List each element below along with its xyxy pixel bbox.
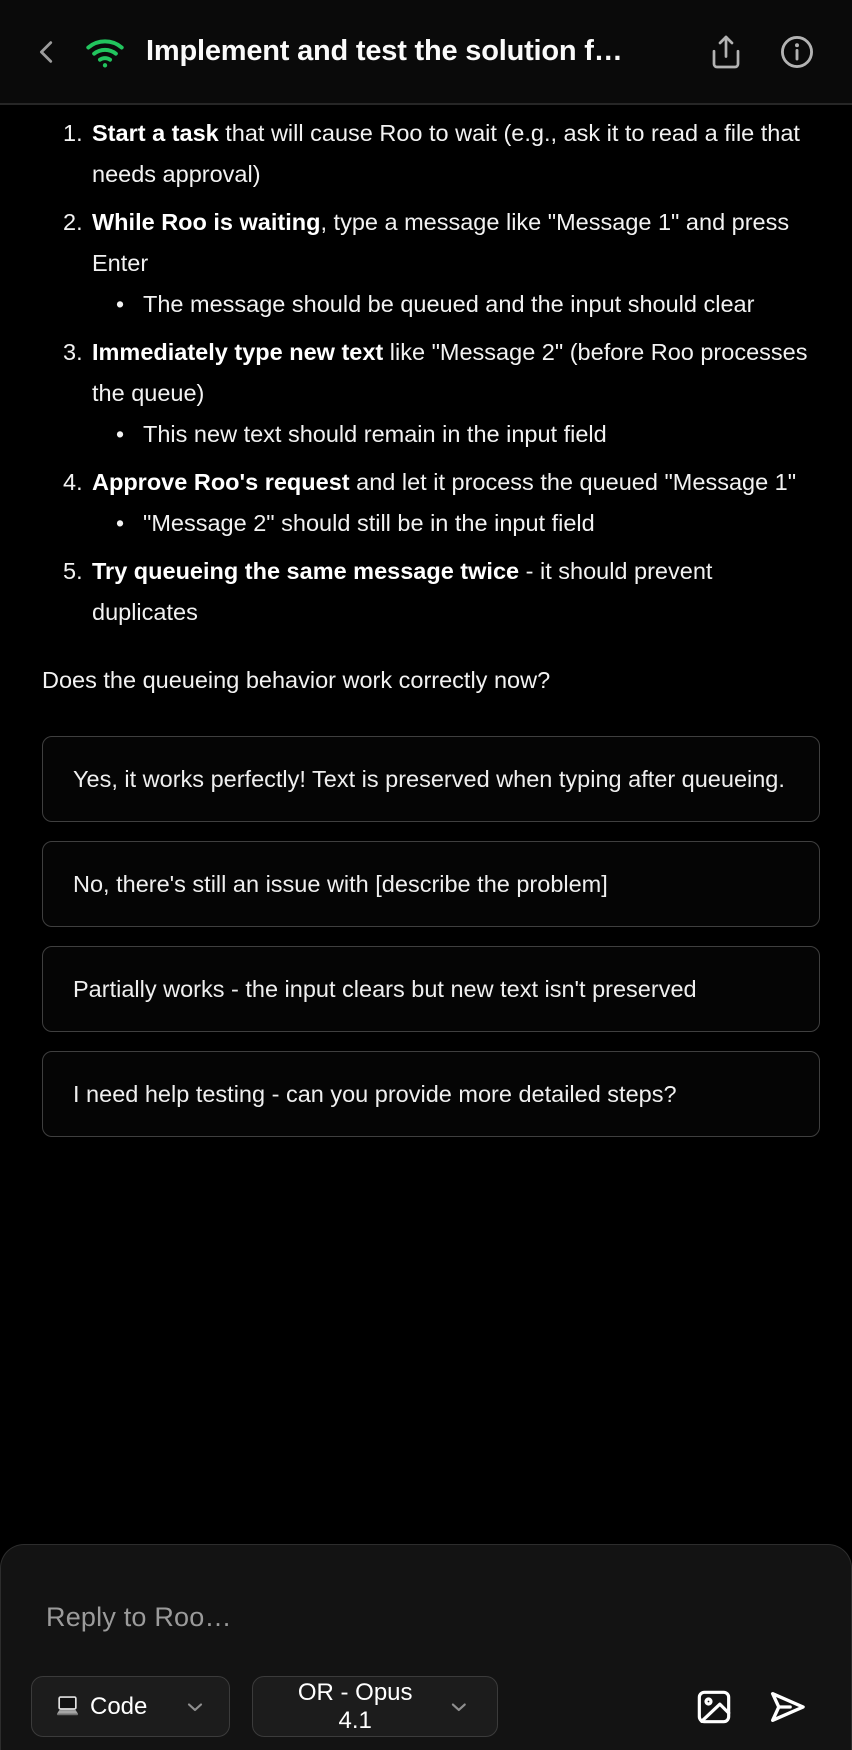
image-icon — [694, 1687, 734, 1727]
list-item-rest: and let it process the queued "Message 1" — [349, 469, 797, 495]
back-button[interactable] — [30, 35, 64, 69]
list-item-rest: - it should prevent duplicates — [92, 558, 713, 625]
wifi-icon — [83, 32, 127, 72]
chevron-down-icon — [447, 1695, 471, 1719]
header-bar — [0, 0, 852, 105]
list-item-text — [92, 113, 820, 195]
send-button[interactable] — [763, 1683, 811, 1731]
list-item-text — [92, 202, 820, 325]
suggestion-button[interactable]: Yes, it works perfectly! Text is preserved when typing after queueing. — [42, 736, 820, 822]
list-item-text — [92, 332, 820, 455]
mode-selector-label: Code — [90, 1692, 148, 1720]
bullet-icon — [116, 414, 143, 455]
list-item-bold: Start a task — [92, 120, 219, 146]
info-button[interactable] — [776, 31, 818, 73]
sub-list-item — [92, 284, 820, 325]
share-button[interactable] — [706, 30, 746, 74]
list-item-rest: like "Message 2" (before Roo processes the queue) — [92, 339, 808, 406]
chevron-left-icon — [32, 37, 62, 67]
list-item — [42, 202, 820, 325]
list-item-rest: , type a message like "Message 1" and press Enter — [92, 209, 790, 276]
mode-selector[interactable] — [31, 1676, 230, 1737]
attach-image-button[interactable] — [691, 1684, 737, 1730]
list-item-bold: Immediately type new text — [92, 339, 384, 365]
suggestion-button[interactable]: Partially works - the input clears but new text isn't preserved — [42, 946, 820, 1032]
share-icon — [708, 32, 744, 72]
list-marker: 3. — [63, 339, 83, 365]
list-item — [42, 462, 820, 544]
chat-scroll-area[interactable] — [0, 107, 852, 1544]
list-item-text — [92, 462, 820, 544]
suggestion-button[interactable]: No, there's still an issue with [describe the problem] — [42, 841, 820, 927]
composer-panel — [0, 1544, 852, 1750]
sub-list-item-text: The message should be queued and the input should clear — [143, 291, 755, 317]
model-selector-label: OR - Opus 4.1 — [297, 1678, 413, 1734]
list-marker: 5. — [63, 558, 83, 584]
sub-list-item-text: This new text should remain in the input field — [143, 421, 607, 447]
reply-input[interactable]: Reply to Roo… — [46, 1602, 232, 1632]
list-marker: 4. — [63, 469, 83, 495]
mode-selector-content — [54, 1693, 147, 1721]
list-marker: 2. — [63, 209, 83, 235]
list-marker: 1. — [63, 120, 83, 146]
bullet-icon — [116, 503, 143, 544]
sub-list-item — [92, 414, 820, 455]
list-item — [42, 332, 820, 455]
suggestion-list — [42, 736, 820, 1137]
sub-list-item — [92, 503, 820, 544]
question-text: Does the queueing behavior work correctly now? — [42, 667, 551, 693]
list-item — [42, 113, 820, 195]
connection-status — [82, 31, 128, 73]
suggestion-button[interactable]: I need help testing - can you provide more detailed steps? — [42, 1051, 820, 1137]
laptop-icon — [54, 1693, 81, 1720]
composer-toolbar — [31, 1676, 811, 1737]
list-item-bold: Approve Roo's request — [92, 469, 350, 495]
list-item-rest: that will cause Roo to wait (e.g., ask it to read a file that needs approval) — [92, 120, 800, 187]
list-item-bold: While Roo is waiting — [92, 209, 321, 235]
model-selector[interactable] — [252, 1676, 498, 1737]
page-title: Implement and test the solution f… — [146, 35, 623, 67]
info-icon — [778, 33, 816, 71]
chevron-down-icon — [183, 1695, 207, 1719]
send-icon — [766, 1686, 808, 1728]
list-item — [42, 551, 820, 633]
list-item-text — [92, 551, 820, 633]
bullet-icon — [116, 284, 143, 325]
sub-list-item-text: "Message 2" should still be in the input field — [143, 510, 595, 536]
list-item-bold: Try queueing the same message twice — [92, 558, 520, 584]
